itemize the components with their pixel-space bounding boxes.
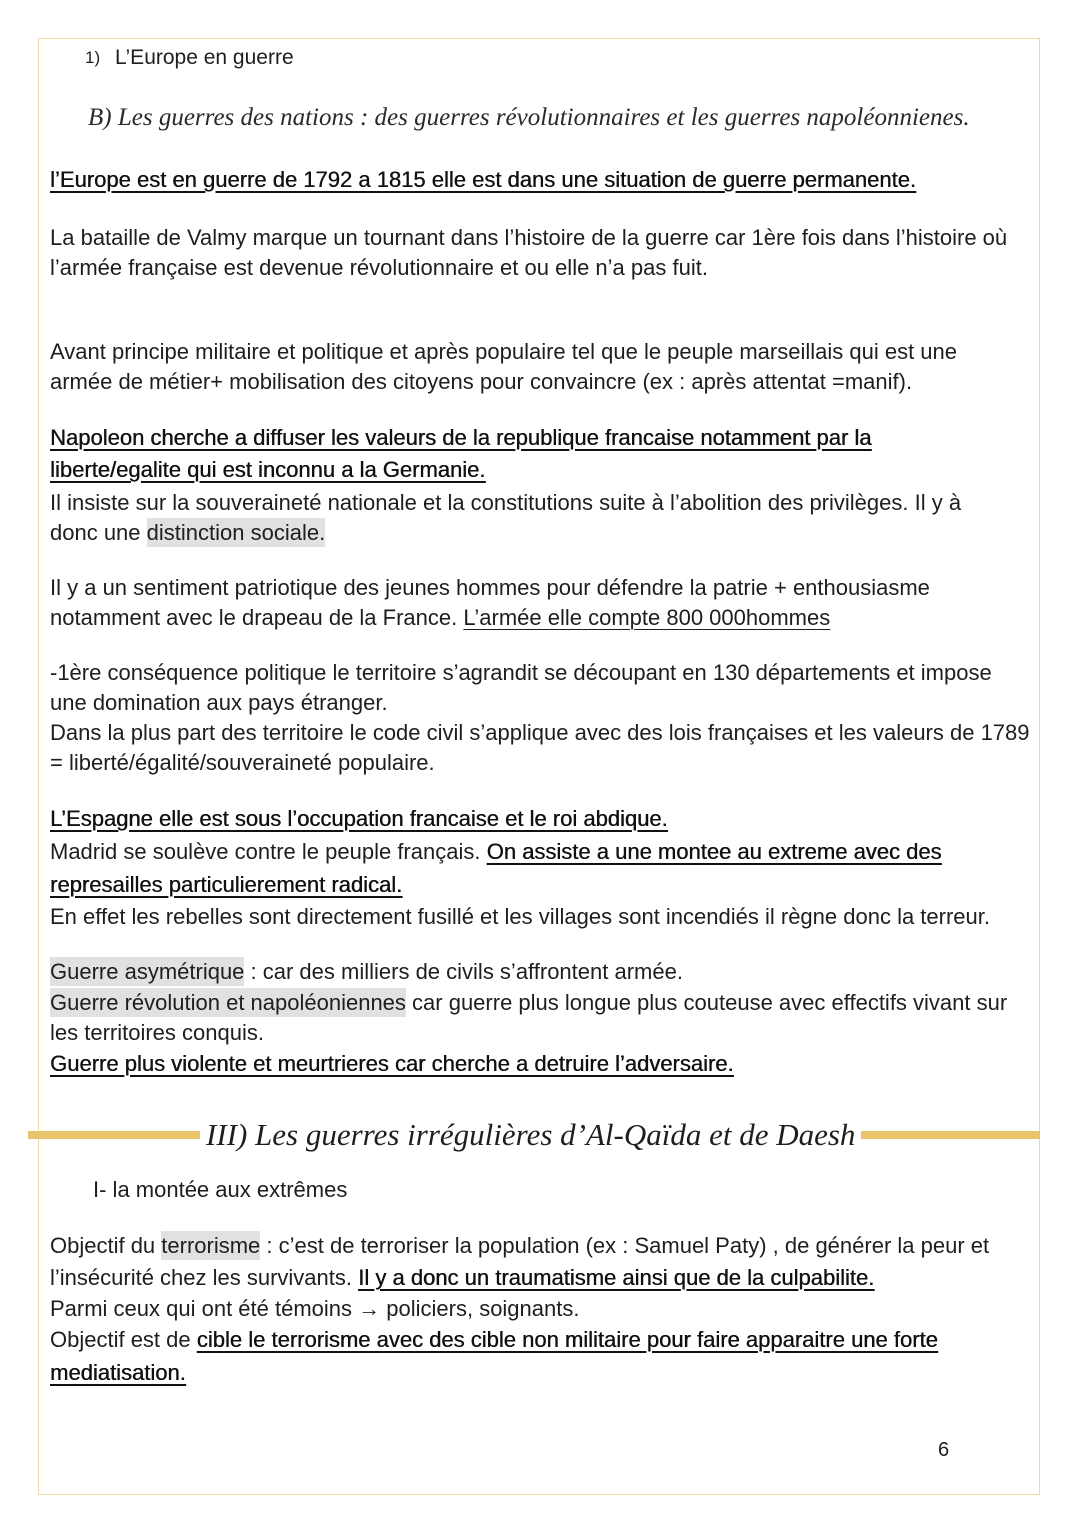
underlined-text: Napoleon cherche a diffuser les valeurs de la republique francaise notamment par la — [50, 425, 872, 450]
paragraph-line: les territoires conquis. — [50, 1020, 264, 1045]
plain-text: Madrid se soulève contre le peuple français. — [50, 839, 487, 864]
plain-text: l’insécurité chez les survivants. — [50, 1265, 359, 1290]
plain-text: : c’est de terroriser la population (ex : Samuel Paty) , de générer la peur et — [260, 1233, 990, 1258]
paragraph-line: Il insiste sur la souveraineté nationale et la constitutions suite à l’abolition des privilèges. Il y à — [50, 490, 962, 515]
heading-rule-right — [861, 1131, 1040, 1139]
underlined-text: L’Espagne elle est sous l’occupation francaise et le roi abdique. — [50, 806, 668, 831]
paragraph-line: -1ère conséquence politique le territoire s’agrandit se découpant en 130 départements et impose — [50, 660, 992, 685]
paragraph-line: La bataille de Valmy marque un tournant dans l’histoire de la guerre car 1ère fois dans l’histoire où — [50, 225, 1008, 250]
paragraph-line — [50, 957, 683, 987]
paragraph-line — [50, 804, 668, 834]
part-heading — [28, 1113, 1040, 1157]
underlined-text: represailles particulierement radical. — [50, 872, 403, 897]
paragraph-line — [50, 423, 871, 453]
plain-text: policiers, soignants. — [380, 1296, 580, 1321]
paragraph-line — [50, 1294, 579, 1324]
paragraph-line — [50, 1231, 989, 1261]
paragraph-line: Il y a un sentiment patriotique des jeunes hommes pour défendre la patrie + enthousiasme — [50, 575, 930, 600]
underlined-text: On assiste a une montee au extreme avec des — [486, 839, 942, 864]
highlighted-text: Guerre asymétrique — [50, 959, 245, 984]
plain-text: notamment avec le drapeau de la France. — [50, 605, 464, 630]
paragraph-line — [50, 988, 1007, 1018]
part-title: III) Les guerres irrégulières d’Al-Qaïda et de Daesh — [206, 1117, 856, 1152]
underlined-text: L’armée elle compte 800 000hommes — [463, 605, 831, 630]
plain-text: Parmi ceux qui ont été témoins — [50, 1296, 359, 1321]
underlined-text: Guerre plus violente et meurtrieres car cherche a detruire l’adversaire. — [50, 1051, 734, 1076]
underlined-text: liberte/egalite qui est inconnu a la Germanie. — [50, 457, 486, 482]
underlined-text: Il y a donc un traumatisme ainsi que de la culpabilite. — [358, 1265, 875, 1290]
paragraph-line — [50, 837, 942, 867]
subpart-title: I- la montée aux extrêmes — [93, 1177, 348, 1202]
plain-text: : car des milliers de civils s’affrontent armée. — [244, 959, 683, 984]
paragraph-line — [50, 518, 325, 548]
paragraph-line — [50, 1358, 186, 1388]
highlighted-text: Guerre révolution et napoléoniennes — [50, 990, 406, 1015]
paragraph-line — [50, 165, 916, 195]
plain-text: donc une — [50, 520, 147, 545]
paragraph-line: En effet les rebelles sont directement fusillé et les villages sont incendiés il règne donc la terreur. — [50, 904, 990, 929]
section-title: L’Europe en guerre — [115, 46, 294, 69]
plain-text: car guerre plus longue plus couteuse avec effectifs vivant sur — [405, 990, 1008, 1015]
underlined-text: l’Europe est en guerre de 1792 a 1815 elle est dans une situation de guerre permanente. — [50, 167, 916, 192]
paragraph-line: armée de métier+ mobilisation des citoyens pour convaincre (ex : après attentat =manif). — [50, 369, 913, 394]
paragraph-line: l’armée française est devenue révolutionnaire et ou elle n’a pas fuit. — [50, 255, 708, 280]
plain-text: Objectif du — [50, 1233, 162, 1258]
highlighted-text: distinction sociale. — [146, 520, 326, 545]
arrow-icon: → — [358, 1296, 381, 1321]
underlined-text: mediatisation. — [50, 1360, 186, 1385]
heading-rule-left — [28, 1131, 200, 1139]
paragraph-line — [50, 870, 402, 900]
paragraph-line — [50, 455, 485, 485]
page-number: 6 — [938, 1439, 950, 1461]
paragraph-line: une domination aux pays étranger. — [50, 690, 388, 715]
paragraph-line: Avant principe militaire et politique et après populaire tel que le peuple marseillais qui est une — [50, 339, 958, 364]
paragraph-line — [50, 1325, 938, 1355]
underlined-text: cible le terrorisme avec des cible non militaire pour faire apparaitre une forte — [196, 1327, 938, 1352]
paragraph-line — [50, 603, 830, 633]
paragraph-line: = liberté/égalité/souveraineté populaire. — [50, 750, 435, 775]
highlighted-text: terrorisme — [161, 1233, 261, 1258]
subsection-title: B) Les guerres des nations : des guerres révolutionnaires et les guerres napoléonnienes. — [88, 104, 970, 131]
plain-text: Objectif est de — [50, 1327, 197, 1352]
paragraph-line: Dans la plus part des territoire le code civil s’applique avec des lois françaises et les valeurs de 1789 — [50, 720, 1030, 745]
section-number: 1) — [85, 48, 101, 67]
paragraph-line — [50, 1263, 874, 1293]
paragraph-line — [50, 1049, 734, 1079]
